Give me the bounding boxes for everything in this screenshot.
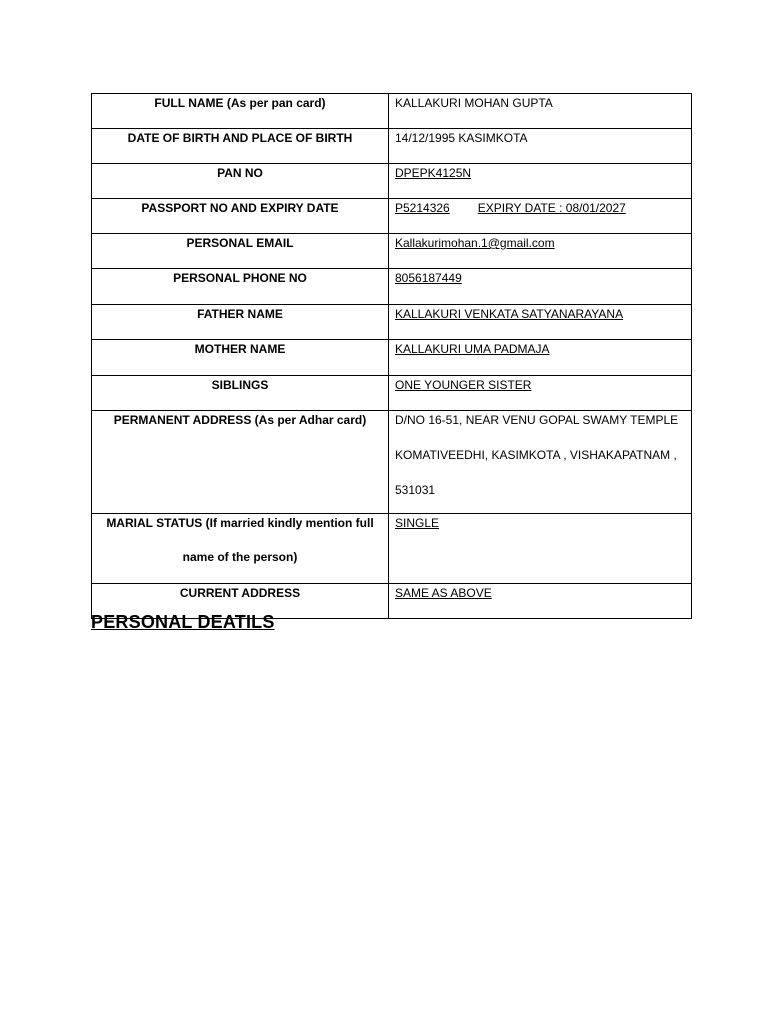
row-value <box>389 376 692 411</box>
section-heading: PERSONAL DEATILS <box>91 612 275 632</box>
row-value: 14/12/1995 KASIMKOTA <box>389 129 692 164</box>
current-address: SAME AS ABOVE <box>395 586 492 600</box>
address-line: D/NO 16-51, NEAR VENU GOPAL SWAMY TEMPLE <box>395 413 679 427</box>
row-value <box>389 305 692 340</box>
passport-expiry: EXPIRY DATE : 08/01/2027 <box>477 201 626 215</box>
pan-number: DPEPK4125N <box>395 166 472 180</box>
row-label: MARIAL STATUS (If married kindly mention full name of the person) <box>92 514 389 584</box>
table-row <box>92 94 692 129</box>
row-label: MOTHER NAME <box>92 340 389 376</box>
table-row <box>92 514 692 584</box>
row-value: KALLAKURI MOHAN GUPTA <box>389 94 692 129</box>
table-row <box>92 340 692 376</box>
row-value <box>389 514 692 584</box>
row-value <box>389 411 692 514</box>
table-row <box>92 269 692 305</box>
row-value <box>389 584 692 619</box>
mother-name: KALLAKURI UMA PADMAJA <box>395 342 550 356</box>
row-label: DATE OF BIRTH AND PLACE OF BIRTH <box>92 129 389 164</box>
personal-details-table <box>91 93 692 619</box>
table-row <box>92 199 692 234</box>
row-value <box>389 269 692 305</box>
row-label: FATHER NAME <box>92 305 389 340</box>
row-value <box>389 199 692 234</box>
row-label: PAN NO <box>92 164 389 199</box>
address-line: KOMATIVEEDHI, KASIMKOTA , VISHAKAPATNAM , <box>395 448 677 462</box>
email-link[interactable]: Kallakurimohan.1@gmail.com <box>395 236 555 250</box>
table-row <box>92 411 692 514</box>
row-value <box>389 234 692 269</box>
row-label: PERSONAL PHONE NO <box>92 269 389 305</box>
table-row <box>92 305 692 340</box>
row-value <box>389 340 692 376</box>
row-label: FULL NAME (As per pan card) <box>92 94 389 129</box>
address-line: 531031 <box>395 483 436 497</box>
marital-status: SINGLE <box>395 516 440 530</box>
siblings-value: ONE YOUNGER SISTER <box>395 378 532 392</box>
phone-number: 8056187449 <box>395 271 462 285</box>
row-label: CURRENT ADDRESS <box>92 584 389 619</box>
table-row <box>92 129 692 164</box>
table-row <box>92 376 692 411</box>
table-row <box>92 164 692 199</box>
passport-number: P5214326 <box>395 201 450 215</box>
table-row <box>92 234 692 269</box>
row-label: PERSONAL EMAIL <box>92 234 389 269</box>
father-name: KALLAKURI VENKATA SATYANARAYANA <box>395 307 624 321</box>
row-label: SIBLINGS <box>92 376 389 411</box>
row-label: PASSPORT NO AND EXPIRY DATE <box>92 199 389 234</box>
row-label: PERMANENT ADDRESS (As per Adhar card) <box>92 411 389 514</box>
row-value <box>389 164 692 199</box>
